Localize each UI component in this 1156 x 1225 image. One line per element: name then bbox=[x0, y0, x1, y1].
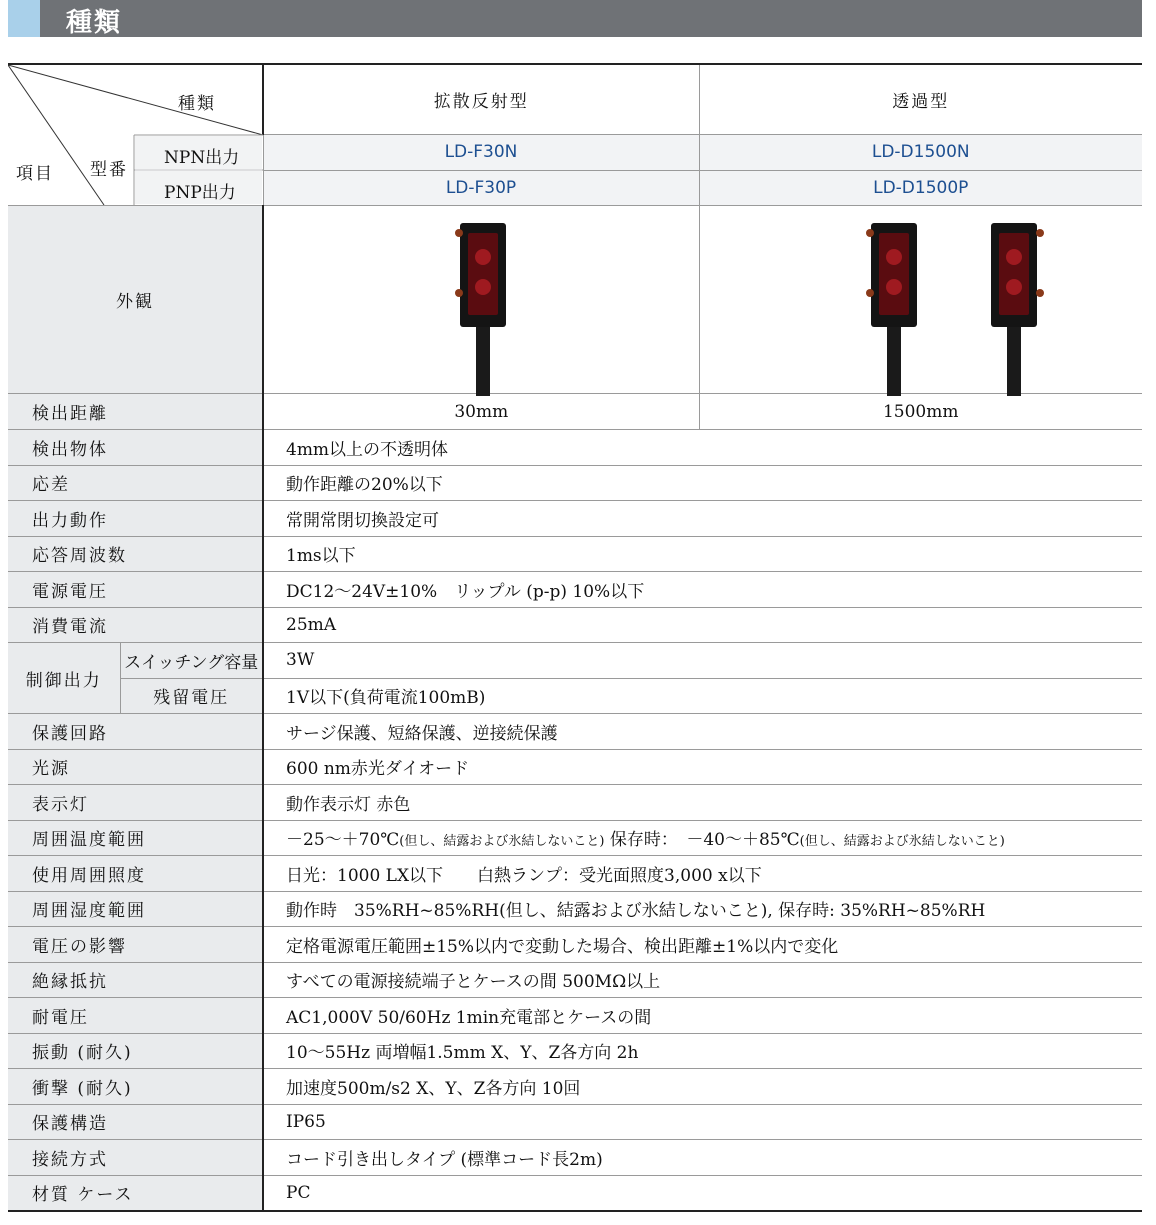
sensor-image-receiver bbox=[985, 221, 1045, 396]
header-through: 透過型 bbox=[699, 64, 1142, 135]
row-value: IP65 bbox=[263, 1104, 1142, 1140]
row-label: 表示灯 bbox=[8, 785, 263, 821]
row-label: 消費電流 bbox=[8, 607, 263, 643]
row-label: 衝撃 (耐久) bbox=[8, 1069, 263, 1105]
row-label: 絶縁抵抗 bbox=[8, 962, 263, 998]
row-label: 電圧の影響 bbox=[8, 927, 263, 963]
model-npn-through: LD-D1500N bbox=[699, 135, 1142, 170]
control-value-switching: 3W bbox=[263, 643, 1142, 679]
row-value: 定格電源電圧範囲±15%以内で変動した場合、検出距離±1%以内で変化 bbox=[263, 927, 1142, 963]
row-label: 耐電圧 bbox=[8, 998, 263, 1034]
model-label: 型番 bbox=[90, 160, 128, 180]
model-npn-diffuse: LD-F30N bbox=[263, 135, 699, 170]
temperature-label: 周囲温度範囲 bbox=[8, 820, 263, 856]
header-corner-cell bbox=[8, 64, 263, 206]
control-sub-switching: スイッチング容量 bbox=[120, 643, 263, 679]
row-value: 25mA bbox=[263, 607, 1142, 643]
temp-note-1: (但し、結露および氷結しないこと) bbox=[399, 834, 605, 850]
control-sub-residual: 残留電圧 bbox=[120, 678, 263, 714]
row-value: 加速度500m/s2 X、Y、Z各方向 10回 bbox=[263, 1069, 1142, 1105]
temp-note-2: (但し、結露および氷結しないこと) bbox=[799, 834, 1005, 850]
pnp-label: PNP出力 bbox=[164, 183, 236, 203]
row-label: 保護構造 bbox=[8, 1104, 263, 1140]
control-value-residual: 1V以下(負荷電流100mB) bbox=[263, 678, 1142, 714]
row-label: 光源 bbox=[8, 749, 263, 785]
temperature-value bbox=[263, 820, 1142, 856]
row-label: 周囲湿度範囲 bbox=[8, 891, 263, 927]
row-label: 応答周波数 bbox=[8, 536, 263, 572]
appearance-through bbox=[699, 206, 1142, 394]
row-value: 1ms以下 bbox=[263, 536, 1142, 572]
row-value: 動作距離の20%以下 bbox=[263, 465, 1142, 501]
temp-operating: －25～＋70℃ bbox=[286, 830, 400, 851]
sensor-image-emitter bbox=[865, 221, 925, 396]
row-label: 検出物体 bbox=[8, 430, 263, 466]
spec-table bbox=[8, 63, 1142, 1212]
row-value: 動作時 35%RH~85%RH(但し、結露および氷結しないこと), 保存時: 35%RH~85%RH bbox=[263, 891, 1142, 927]
row-value: 4mm以上の不透明体 bbox=[263, 430, 1142, 466]
row-value: 600 nm赤光ダイオード bbox=[263, 749, 1142, 785]
row-label: 材質 ケース bbox=[8, 1175, 263, 1211]
row-value: コード引き出しタイプ (標準コード長2m) bbox=[263, 1140, 1142, 1176]
row-label: 電源電圧 bbox=[8, 572, 263, 608]
row-label: 保護回路 bbox=[8, 714, 263, 750]
model-pnp-diffuse: LD-F30P bbox=[263, 170, 699, 205]
row-value: PC bbox=[263, 1175, 1142, 1211]
sensor-image bbox=[454, 221, 514, 396]
row-value: AC1,000V 50/60Hz 1min充電部とケースの間 bbox=[263, 998, 1142, 1034]
row-value: すべての電源接続端子とケースの間 500MΩ以上 bbox=[263, 962, 1142, 998]
section-banner bbox=[8, 0, 1142, 37]
row-label: 応差 bbox=[8, 465, 263, 501]
distance-label: 検出距離 bbox=[8, 394, 263, 430]
distance-diffuse: 30mm bbox=[263, 394, 699, 430]
appearance-diffuse bbox=[263, 206, 699, 394]
model-pnp-through: LD-D1500P bbox=[699, 170, 1142, 205]
banner-accent bbox=[8, 0, 40, 37]
row-label: 出力動作 bbox=[8, 501, 263, 537]
row-value: 10～55Hz 両増幅1.5mm X、Y、Z各方向 2h bbox=[263, 1033, 1142, 1069]
npn-label: NPN出力 bbox=[164, 148, 240, 168]
kind-label: 種類 bbox=[178, 94, 216, 114]
row-value: DC12～24V±10% リップル (p-p) 10%以下 bbox=[263, 572, 1142, 608]
row-value: サージ保護、短絡保護、逆接続保護 bbox=[263, 714, 1142, 750]
row-label: 振動 (耐久) bbox=[8, 1033, 263, 1069]
temp-storage: 保存時： －40～＋85℃ bbox=[604, 830, 800, 851]
row-label: 使用周囲照度 bbox=[8, 856, 263, 892]
appearance-label: 外観 bbox=[8, 206, 263, 394]
distance-through: 1500mm bbox=[699, 394, 1142, 430]
row-value: 動作表示灯 赤色 bbox=[263, 785, 1142, 821]
row-value: 常開常閉切換設定可 bbox=[263, 501, 1142, 537]
item-label: 項目 bbox=[16, 164, 54, 184]
section-title: 種類 bbox=[66, 8, 123, 38]
row-value: 日光：1000 LX以下 白熱ランプ：受光面照度3,000 x以下 bbox=[263, 856, 1142, 892]
header-diffuse: 拡散反射型 bbox=[263, 64, 699, 135]
control-label: 制御出力 bbox=[8, 643, 120, 714]
row-label: 接続方式 bbox=[8, 1140, 263, 1176]
